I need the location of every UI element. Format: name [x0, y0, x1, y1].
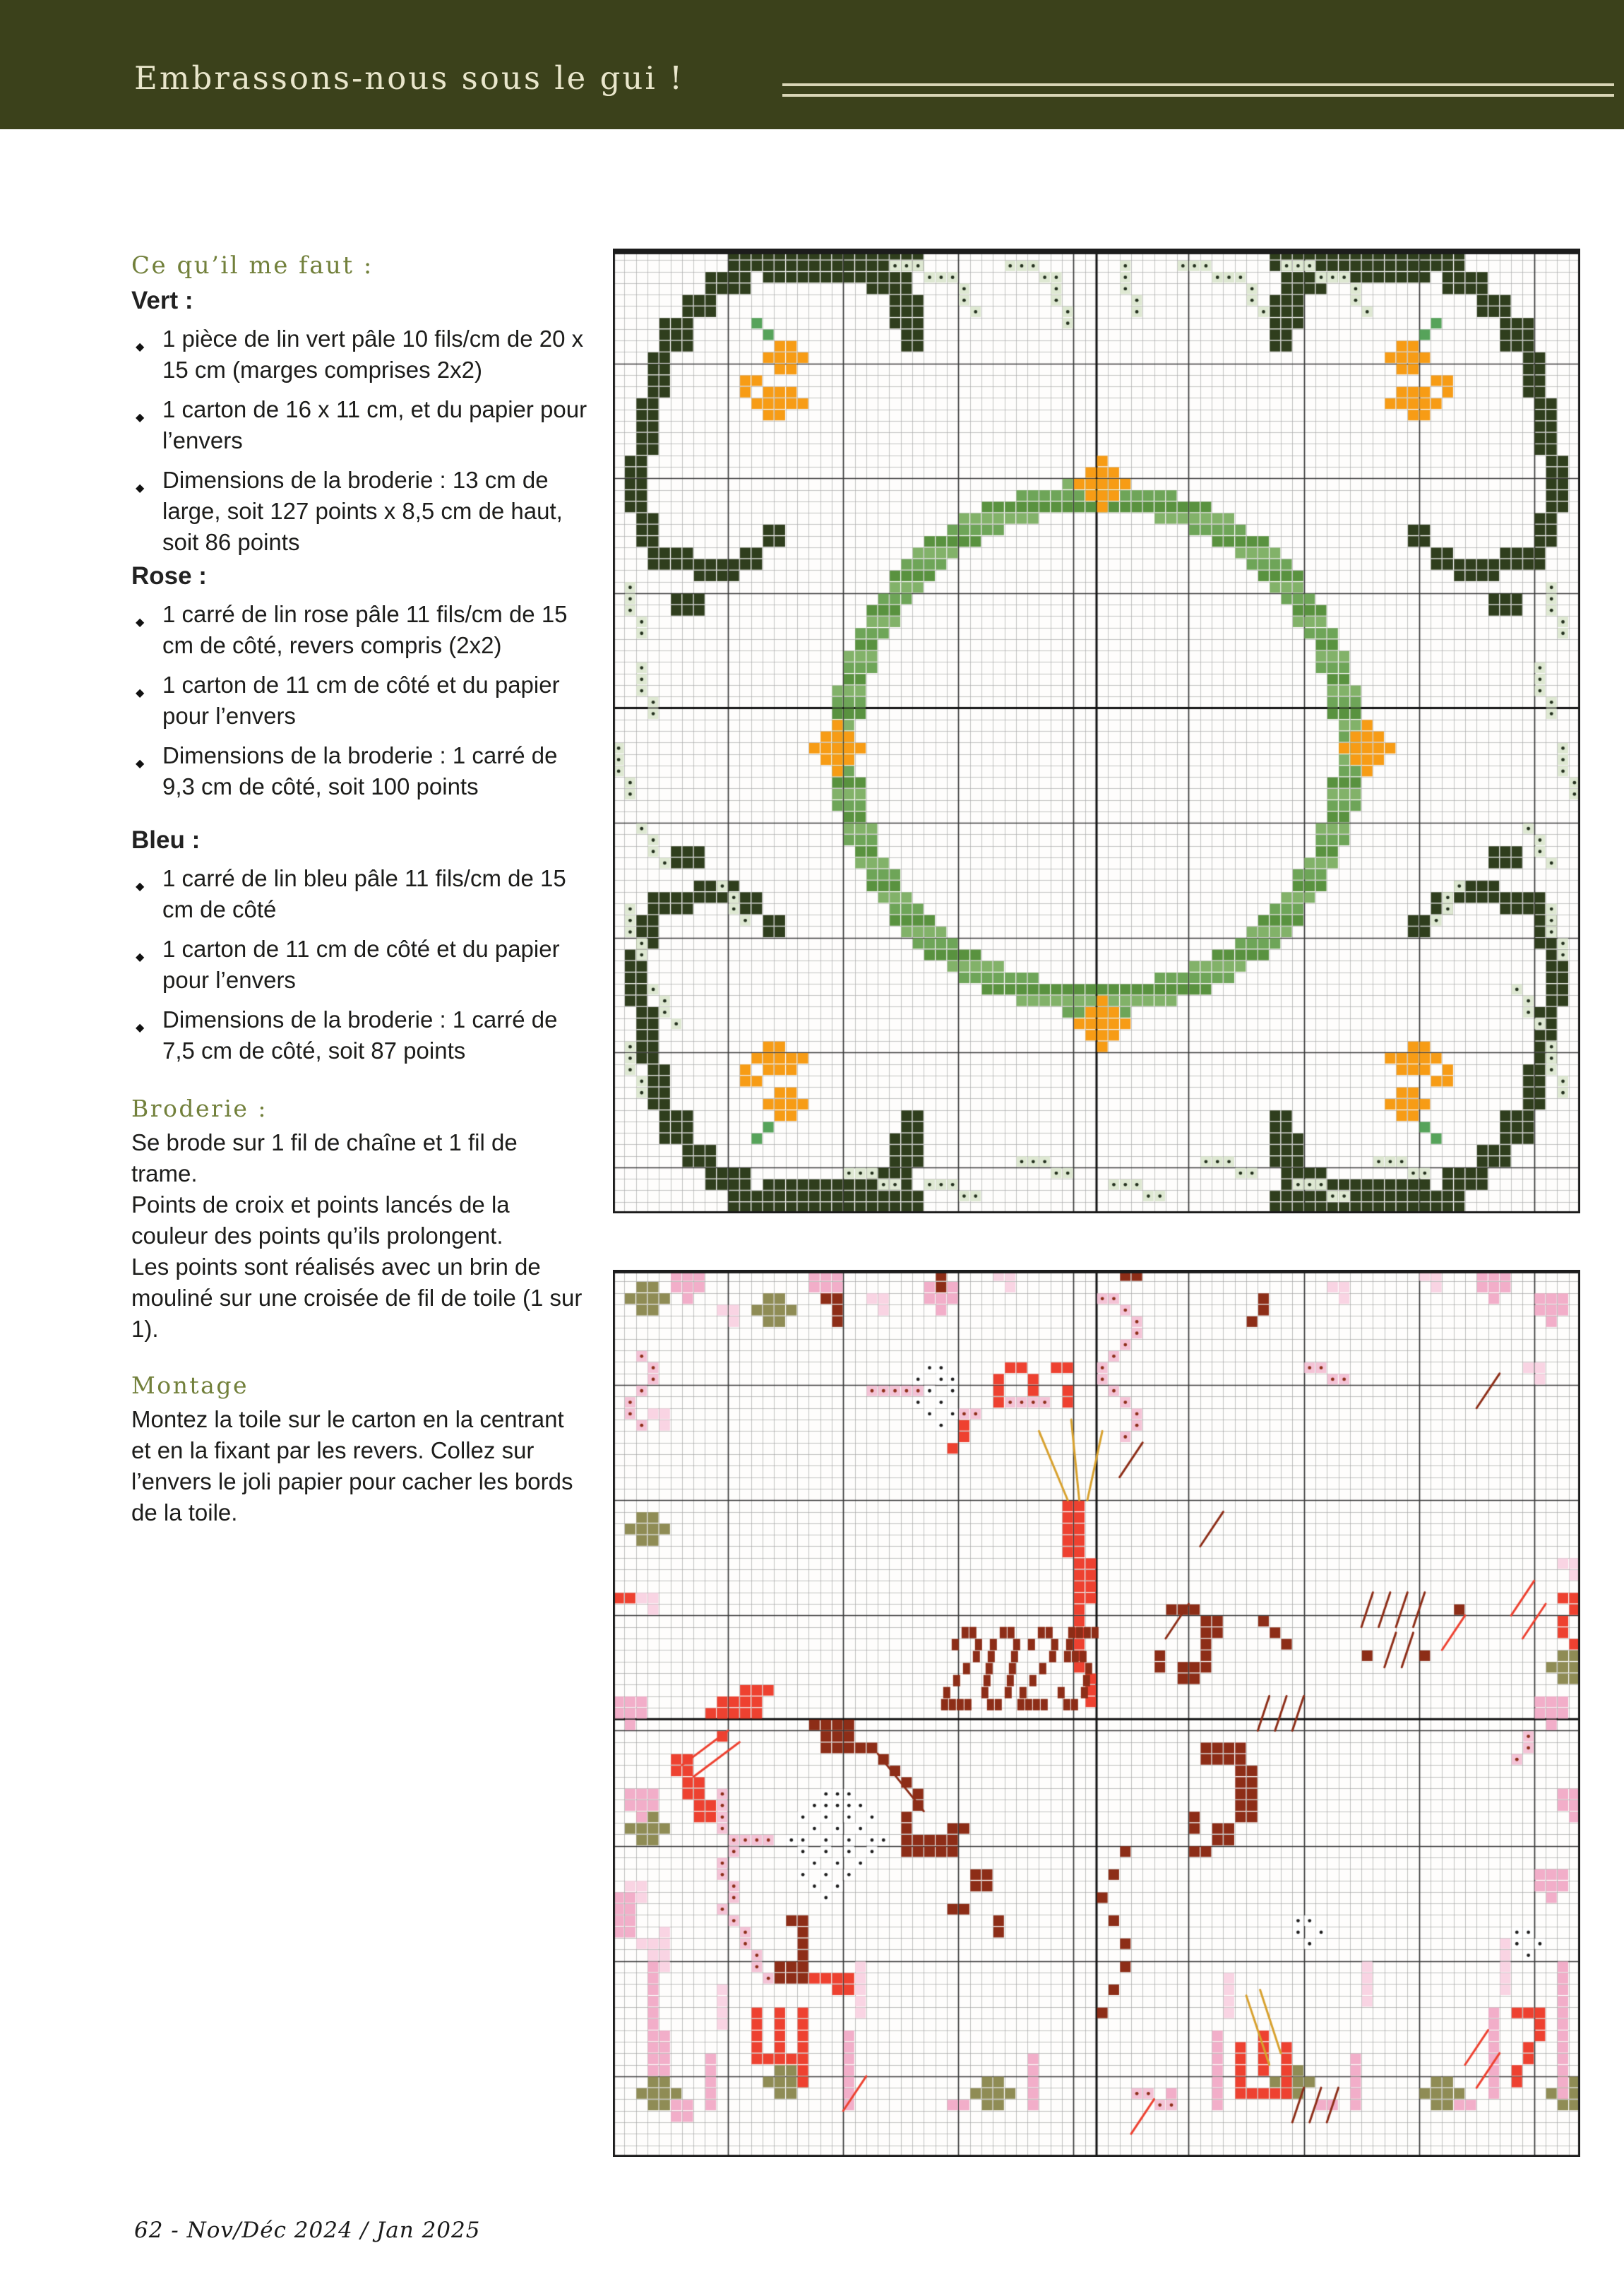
materials-section-bleu: [131, 826, 589, 1075]
materials-list-vert: [131, 323, 589, 558]
materials-list-rose: [131, 599, 589, 802]
page-number: 62 - Nov/Déc 2024 / Jan 2025: [134, 2218, 481, 2243]
diamond-bullet-icon: ◆: [136, 412, 145, 424]
diamond-bullet-icon: ◆: [136, 1022, 145, 1034]
page-title: Embrassons-nous sous le gui !: [134, 59, 685, 97]
diamond-bullet-icon: ◆: [136, 482, 145, 494]
list-item-text: Dimensions de la broderie : 1 carré de 9,3 cm de côté, soit 100 points: [162, 742, 558, 799]
materials-list-bleu: [131, 863, 589, 1066]
list-item: [131, 1004, 589, 1066]
list-item: [131, 599, 589, 661]
materials-section: [131, 251, 589, 566]
section-heading-need: Ce qu’il me faut :: [131, 251, 374, 280]
header-rule: [782, 83, 1614, 97]
wreath-pattern-chart: [613, 249, 1580, 1213]
list-item-text: 1 carton de 16 x 11 cm, et du papier pour l’envers: [162, 396, 587, 453]
list-item-text: 1 carton de 11 cm de côté et du papier pour l’envers: [162, 936, 560, 993]
list-item-text: Dimensions de la broderie : 1 carré de 7,5 cm de côté, soit 87 points: [162, 1006, 558, 1064]
list-item: [131, 323, 589, 386]
section-heading-broderie: Broderie :: [131, 1095, 268, 1122]
diamond-bullet-icon: ◆: [136, 881, 145, 893]
diamond-bullet-icon: ◆: [136, 341, 145, 353]
list-item-text: 1 pièce de lin vert pâle 10 fils/cm de 20 x 15 cm (marges comprises 2x2): [162, 326, 584, 383]
list-item: [131, 465, 589, 558]
list-item: [131, 863, 589, 925]
diamond-bullet-icon: ◆: [136, 617, 145, 629]
paragraph: Les points sont réalisés avec un brin de mouliné sur une croisée de fil de toile (1 sur 1).: [131, 1254, 583, 1342]
list-item: [131, 740, 589, 802]
section-heading-montage: Montage: [131, 1372, 249, 1399]
list-item: [131, 934, 589, 996]
list-item: [131, 670, 589, 732]
materials-section-rose: [131, 562, 589, 811]
montage-section: [131, 1370, 589, 1528]
paragraph: Montez la toile sur le carton en la centrant et en la fixant par les revers. Collez sur l’envers le joli papier pour cacher les bords de la toile.: [131, 1406, 573, 1525]
list-item-text: 1 carré de lin rose pâle 11 fils/cm de 15 cm de côté, revers compris (2x2): [162, 601, 568, 658]
section-heading-vert: Vert :: [131, 287, 193, 314]
list-item-text: Dimensions de la broderie : 13 cm de large, soit 127 points x 8,5 cm de haut, soit 86 points: [162, 467, 563, 555]
diamond-bullet-icon: ◆: [136, 687, 145, 699]
paragraph: Points de croix et points lancés de la couleur des points qu’ils prolongent.: [131, 1191, 510, 1249]
broderie-section: [131, 1093, 589, 1345]
header-band: [0, 0, 1624, 129]
diamond-bullet-icon: ◆: [136, 951, 145, 963]
section-heading-rose: Rose :: [131, 562, 207, 590]
list-item: [131, 394, 589, 456]
list-item-text: 1 carré de lin bleu pâle 11 fils/cm de 15 cm de côté: [162, 865, 566, 922]
paragraph: Se brode sur 1 fil de chaîne et 1 fil de trame.: [131, 1129, 518, 1186]
diamond-bullet-icon: ◆: [136, 758, 145, 770]
section-heading-bleu: Bleu :: [131, 826, 201, 854]
list-item-text: 1 carton de 11 cm de côté et du papier pour l’envers: [162, 672, 560, 729]
year-2025-pattern-chart: [613, 1270, 1580, 2157]
